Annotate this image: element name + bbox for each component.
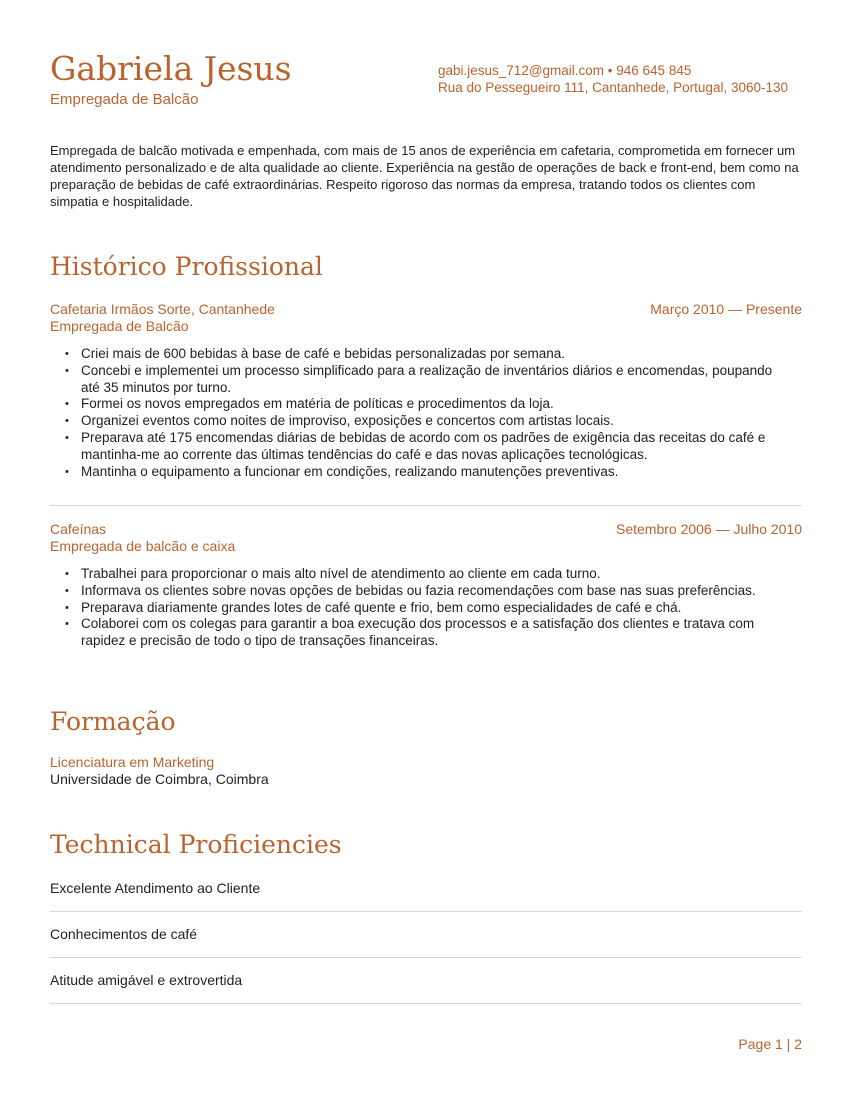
contact-address: Rua do Pessegueiro 111, Cantanhede, Portugal, 3060-130 [438, 80, 789, 95]
list-item: • Mantinha o equipamento a funcionar em condições, realizando manutenções preventivas. [50, 464, 802, 481]
job-dates: Março 2010 — Presente [650, 301, 802, 317]
skill-item: Excelente Atendimento ao Cliente [50, 880, 261, 896]
list-item: • Formei os novos empregados em matéria de políticas e procedimentos da loja. [50, 396, 802, 413]
candidate-name: Gabriela Jesus [50, 49, 292, 88]
resume-header [50, 50, 802, 120]
candidate-role: Empregada de Balcão [50, 91, 199, 108]
resume-page [50, 0, 802, 1102]
job-bullets [50, 346, 802, 480]
job-header [50, 520, 802, 556]
education-entry [50, 754, 269, 788]
education-degree: Licenciatura em Marketing [50, 754, 215, 770]
list-item: • Organizei eventos como noites de improviso, exposições e concertos com artistas locais. [50, 413, 802, 430]
section-title-work: Histórico Profissional [50, 252, 323, 281]
list-item: • Colaborei com os colegas para garantir a boa execução dos processos e a satisfação dos clientes e tratava com rapidez e precisão de todo o tipo de transações financeiras. [50, 616, 802, 650]
skill-item: Atitude amigável e extrovertida [50, 972, 243, 988]
job-dates: Setembro 2006 — Julho 2010 [615, 521, 802, 537]
job-entry [50, 300, 802, 480]
job-company: Cafetaria Irmãos Sorte, Cantanhede [50, 301, 275, 317]
job-position: Empregada de balcão e caixa [50, 538, 236, 554]
job-company: Cafeínas [50, 521, 107, 537]
section-title-skills: Technical Proficiencies [50, 830, 342, 859]
job-position: Empregada de Balcão [50, 318, 189, 334]
section-title-education: Formação [50, 707, 176, 736]
list-item: • Preparava até 175 encomendas diárias de bebidas de acordo com os padrões de exigência das receitas do café e mantinha-me ao corrente das últimas tendências do café e das novas aplicações tecnológicas. [50, 430, 802, 464]
list-item: • Preparava diariamente grandes lotes de café quente e frio, bem como especialidades de café e chá. [50, 600, 802, 617]
profile-summary: Empregada de balcão motivada e empenhada, com mais de 15 anos de experiência em cafetaria, comprometida em fornecer um atendimento personalizado e de alta qualidade ao cliente. Experiência na gestão de operações de back e front-end, bem como na preparação de bebidas de café extraordinárias. Respeito rigoroso das normas da empresa, tratando todos os clientes com simpatia e hospitalidade. [50, 143, 799, 209]
job-bullets [50, 566, 802, 650]
contact-email-phone[interactable]: gabi.jesus_712@gmail.com • 946 645 845 [438, 63, 692, 78]
list-item: • Informava os clientes sobre novas opções de bebidas ou fazia recomendações com base nas suas preferências. [50, 583, 802, 600]
job-header [50, 300, 802, 336]
list-item: • Concebi e implementei um processo simplificado para a realização de inventários diários e encomendas, poupando até 35 minutos por turno. [50, 363, 802, 397]
skill-divider [50, 957, 802, 958]
list-item: • Criei mais de 600 bebidas à base de café e bebidas personalizadas por semana. [50, 346, 802, 363]
skill-divider [50, 911, 802, 912]
list-item: • Trabalhei para proporcionar o mais alto nível de atendimento ao cliente em cada turno. [50, 566, 802, 583]
education-school: Universidade de Coimbra, Coimbra [50, 771, 269, 787]
skill-divider [50, 1003, 802, 1004]
skill-item: Conhecimentos de café [50, 926, 198, 942]
page-number: Page 1 | 2 [738, 1036, 802, 1052]
contact-block [438, 62, 788, 96]
job-entry [50, 520, 802, 650]
job-divider [50, 505, 802, 506]
